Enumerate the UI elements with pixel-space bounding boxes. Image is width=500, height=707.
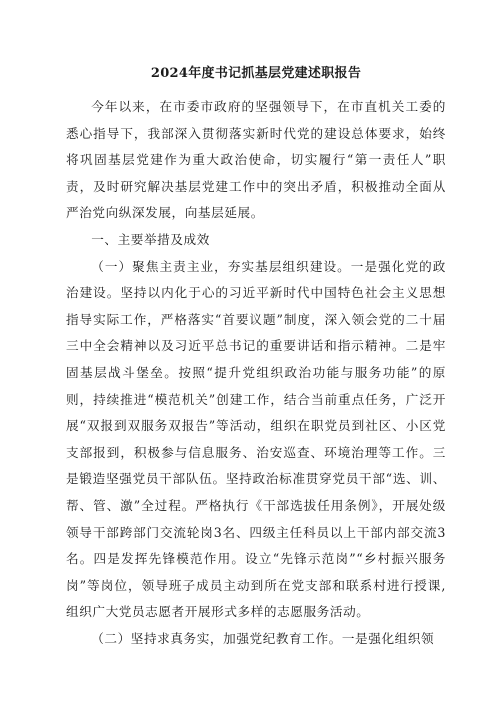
- document-title: 2024年度书记抓基层党建述职报告: [150, 66, 362, 81]
- paragraph-2: （二）坚持求真务实，加强党纪教育工作。一是强化组织领: [91, 630, 435, 646]
- intro-paragraph: 今年以来，在市委市政府的坚强领导下，在市直机关工委的悉心指导下，我部深入贯彻落实新时代党的建设总体要求，始终将巩固基层党建作为重大政治使命，切实履行“第一责任人”职责，及时研究解决基层党建工作中的突出矛盾，积极推动全面从严治党向纵深发展，向基层延展。: [66, 99, 446, 221]
- paragraph-1: （一）聚焦主责主业，夯实基层组织建设。一是强化党的政治建设。坚持以内化于心的习近平新时代中国特色社会主义思想指导实际工作，严格落实“首要议题”制度，深入领会党的二十届三中全会精神以及习近平总书记的重要讲话和指示精神。二是牢固基层战斗堡垒。按照“提升党组织政治功能与服务功能”的原则，持续推进“模范机关”创建工作，结合当前重点任务，广泛开展“双报到双服务双报告”等活动，组织在职党员到社区、小区党支部报到，积极参与信息服务、治安巡查、环境治理等工作。三是锻造坚强党员干部队伍。坚持政治标准贯穿党员干部“选、训、帮、管、激”全过程。严格执行《干部选拔任用条例》，开展处级领导干部跨部门交流轮岗3名、四级主任科员以上干部内部交流3名。四是发挥先锋模范作用。设立“先锋示范岗”“乡村振兴服务岗”等岗位，领导班子成员主动到所在党支部和联系村进行授课,组织广大党员志愿者开展形式多样的志愿服务活动。: [66, 258, 446, 620]
- section-heading: 一、主要举措及成效: [91, 231, 210, 247]
